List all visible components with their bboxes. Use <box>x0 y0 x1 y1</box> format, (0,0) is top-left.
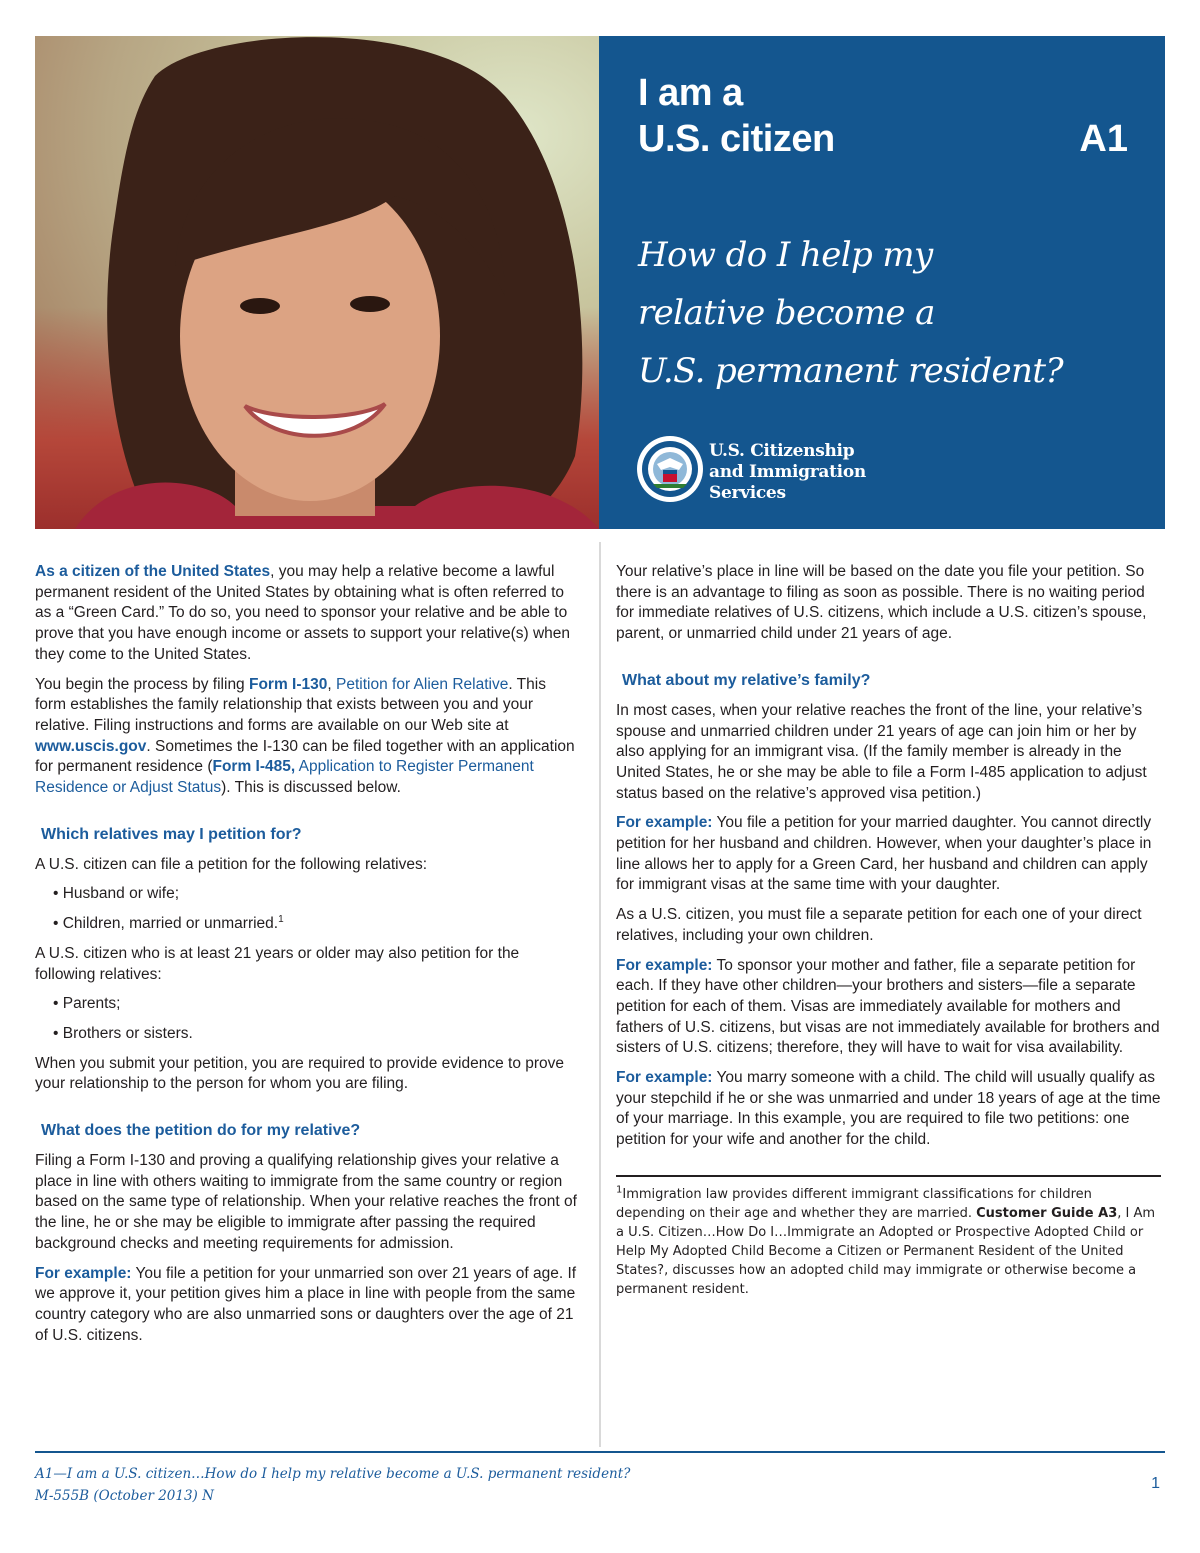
process-comma: , <box>327 675 337 693</box>
footer-title: A1—I am a U.S. citizen…How do I help my relative become a U.S. permanent resident? <box>35 1466 631 1482</box>
example-label: For example: <box>616 956 713 974</box>
process-text-d: ). This is discussed below. <box>221 779 401 797</box>
separate-petition-paragraph: As a U.S. citizen, you must file a separate petition for each one of your direct relatives, including your own children. <box>616 906 1142 944</box>
petition-does-paragraph: Filing a Form I-130 and proving a qualifying relationship gives your relative a place in line with others waiting to immigrate from the same country or region based on the same type of relationship. When your relative reaches the front of the line, he or she may be eligible to immigrate after passing the required background checks and meeting requirements for admission. <box>35 1152 577 1252</box>
relatives-21: A U.S. citizen who is at least 21 years or older may also petition for the following relatives: <box>35 944 520 983</box>
agency-name <box>709 441 866 504</box>
bullet-children <box>53 914 580 935</box>
footnote-text-b: , I Am a U.S. Citizen…How Do I…Immigrate an Adopted or Prospective Adopted Child or Help My Adopted Child Become a Citizen or Permanent Resident of the United States?, discusses how an adopted child may immigrate or otherwise become a permanent resident. <box>616 1205 1156 1297</box>
bullet-children-text: • Children, married or unmarried. <box>53 915 279 933</box>
form-i130-name-link[interactable]: Petition for Alien Relative <box>336 675 509 693</box>
column-divider <box>599 542 601 1447</box>
dhs-seal-icon <box>635 434 705 504</box>
bullet-spouse: • Husband or wife; <box>53 885 180 903</box>
footnote <box>616 1185 1161 1299</box>
intro-lead: As a citizen of the United States <box>35 563 271 580</box>
footnote-number: 1 <box>616 1184 623 1196</box>
form-i130-link[interactable]: Form I-130 <box>249 675 328 693</box>
process-text-b: . This form establishes the family relationship that exists between you and your relative. Filing instructions and forms are available on our Web site at <box>35 675 546 734</box>
page-number: 1 <box>1151 1475 1160 1492</box>
example-text: You file a petition for your unmarried son over 21 years of age. If we approve it, your petition gives him a place in line with people from the same country category who are also unmarried sons or daughters over the age of 21 of U.S. citizens. <box>35 1264 577 1344</box>
example-text: You marry someone with a child. The child will usually qualify as your stepchild if he or she was unmarried and under 18 years of age at the time of your marriage. In this example, you are required to file two petitions: one petition for your wife and another for the child. <box>616 1069 1161 1149</box>
form-i485-name-link[interactable]: Application to Register Permanent Residence or Adjust Status <box>35 758 534 797</box>
example-stepchild <box>616 1068 1161 1151</box>
evidence-paragraph: When you submit your petition, you are required to provide evidence to prove your relationship to the person for whom you are filing. <box>35 1054 565 1093</box>
footnote-ref: 1 <box>278 913 284 925</box>
question-heading <box>638 226 1138 400</box>
place-in-line-paragraph: Your relative’s place in line will be based on the date you file your petition. So there is an advantage to filing as soon as possible. There is no waiting period for immediate relatives of U.S. citizens, which include a U.S. citizen’s spouse, parent, or unmarried child under 21 years of age. <box>616 563 1147 643</box>
intro-text: , you may help a relative become a lawful permanent resident of the United States by obtaining what is often referred to as a “Green Card.” To do so, you need to sponsor your relative and be able to prove that you have enough income or assets to support your relative(s) when they come to the United States. <box>35 563 571 663</box>
heading-petition-does: What does the petition do for my relative? <box>41 1122 361 1140</box>
bullet-siblings: • Brothers or sisters. <box>53 1024 193 1042</box>
uscis-website-link[interactable]: www.uscis.gov <box>35 737 147 755</box>
intro-paragraph <box>35 562 580 666</box>
example-text: You file a petition for your married daughter. You cannot directly petition for her husband and children. However, when your daughter’s place in line allows her to apply for a Green Card, her husband and children can apply for immigrant visas at the same time with your daughter. <box>616 814 1152 894</box>
example-married-daughter <box>616 813 1161 896</box>
title-panel <box>599 36 1165 529</box>
agency-line-3: Services <box>709 483 786 503</box>
question-line-2: relative become a <box>638 293 935 333</box>
example-label: For example: <box>616 1069 713 1087</box>
family-paragraph: In most cases, when your relative reaches the front of the line, your relative’s spouse and unmarried children under 21 years of age can join him or her by also applying for an immigrant visa. (If the family member is already in the United States, he or she may be able to file a Form I-485 application to adjust status based on the relative’s approved visa petition.) <box>616 701 1147 802</box>
question-line-3: U.S. permanent resident? <box>638 351 1064 391</box>
title <box>638 70 835 162</box>
agency-line-1: U.S. Citizenship <box>709 441 855 461</box>
form-i485-link[interactable]: Form I-485, <box>212 758 296 776</box>
example-text: To sponsor your mother and father, file a separate petition for each. If they have other children—your brothers and sisters—file a separate petition for each of them. Visas are immediately available for mothers and fathers of U.S. citizens, but visas are not immediately available for brothers and sisters of U.S. citizens; therefore, they will have to wait for visa availability. <box>616 956 1160 1057</box>
title-line-1: I am a <box>638 72 743 114</box>
heading-relatives-family: What about my relative’s family? <box>622 671 871 689</box>
right-column <box>616 562 1161 1308</box>
example-parents <box>616 956 1161 1060</box>
process-paragraph <box>35 675 580 799</box>
process-text-c: . Sometimes the I-130 can be filed together with an application for permanent residence ( <box>35 737 575 776</box>
example-label: For example: <box>35 1264 132 1282</box>
title-line-2: U.S. citizen <box>638 118 835 160</box>
question-line-1: How do I help my <box>638 235 933 275</box>
guide-code: A1 <box>1079 118 1128 160</box>
footnote-text-a: Immigration law provides different immigrant classifications for children depending on their age and whether they are married. <box>616 1186 1092 1221</box>
bullet-parents: • Parents; <box>53 995 121 1013</box>
customer-guide-a3-ref: Customer Guide A3 <box>976 1205 1118 1221</box>
footnote-divider <box>616 1175 1161 1177</box>
form-number: M-555B (October 2013) N <box>35 1488 214 1504</box>
footer-divider <box>35 1451 1165 1453</box>
heading-which-relatives: Which relatives may I petition for? <box>41 825 302 843</box>
agency-line-2: and Immigration <box>709 462 866 482</box>
relatives-intro: A U.S. citizen can file a petition for the following relatives: <box>35 855 428 873</box>
process-text-a: You begin the process by filing <box>35 675 249 693</box>
example-unmarried-son <box>35 1264 580 1347</box>
left-column <box>35 562 580 1355</box>
hero-photo <box>35 36 599 529</box>
example-label: For example: <box>616 814 713 832</box>
